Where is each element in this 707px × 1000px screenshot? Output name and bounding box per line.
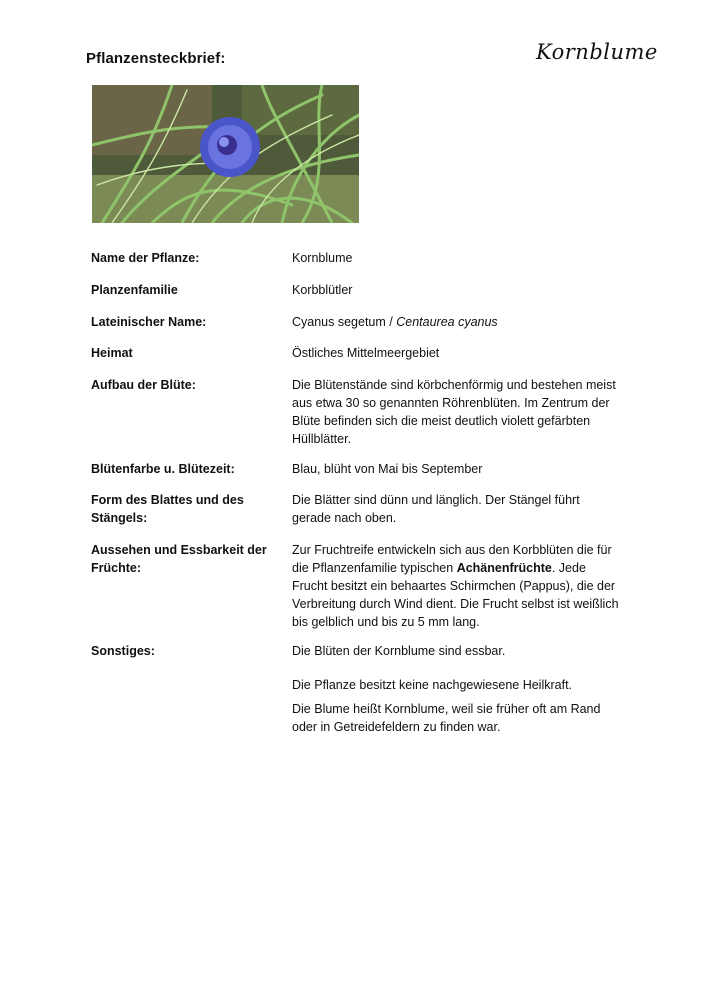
value-latin-name [292,313,622,331]
label-name: Name der Pflanze: [91,251,200,265]
value-family: Korbblütler [292,283,353,297]
value-color-season: Blau, blüht von Mai bis September [292,462,483,476]
latin-name-primary: Cyanus segetum / [292,315,397,329]
label-flower-structure: Aufbau der Blüte: [91,378,196,392]
plant-name-heading: Kornblume [536,40,658,64]
fruits-text-b: . Jede Frucht besitzt ein behaartes Schirmchen (Pappus), die der Verbreitung durch Wind dient. Die Frucht selbst ist weißlich bis gelblich und bis zu 5 mm lang. [292,561,619,629]
label-fruits: Aussehen und Essbarkeit der Früchte: [91,543,267,575]
label-leaf-stem: Form des Blattes und des Stängels: [91,493,244,525]
misc-paragraph: Die Pflanze besitzt keine nachgewiesene Heilkraft. [292,678,573,692]
label-latin-name: Lateinischer Name: [91,315,207,329]
label-misc: Sonstiges: [91,644,155,658]
value-misc: Die Blüten der Kornblume sind essbar. [292,644,506,658]
value-origin: Östliches Mittelmeergebiet [292,346,440,360]
label-origin: Heimat [91,346,133,360]
fruits-text-a: Zur Fruchtreife entwickeln sich aus den Korbblüten die für die Pflanzenfamilie typischen [292,543,612,575]
page-title: Pflanzensteckbrief: [86,50,226,67]
value-name: Kornblume [292,251,353,265]
misc-paragraph: Die Blume heißt Kornblume, weil sie früher oft am Rand oder in Getreidefeldern zu finden war. [292,702,601,734]
value-leaf-stem: Die Blätter sind dünn und länglich. Der Stängel führt gerade nach oben. [292,493,580,525]
cornflower-photo [92,85,359,223]
label-family: Planzenfamilie [91,283,178,297]
latin-name-synonym: Centaurea cyanus [396,315,498,329]
label-color-season: Blütenfarbe u. Blütezeit: [91,462,235,476]
fruits-term: Achänenfrüchte [456,561,552,575]
value-fruits [292,541,622,631]
value-flower-structure: Die Blütenstände sind körbchenförmig und bestehen meist aus etwa 30 so genannten Röhrenblüten. Im Zentrum der Blüte befinden sich die meist deutlich violett gefärbten Hüllblätter. [292,378,616,446]
